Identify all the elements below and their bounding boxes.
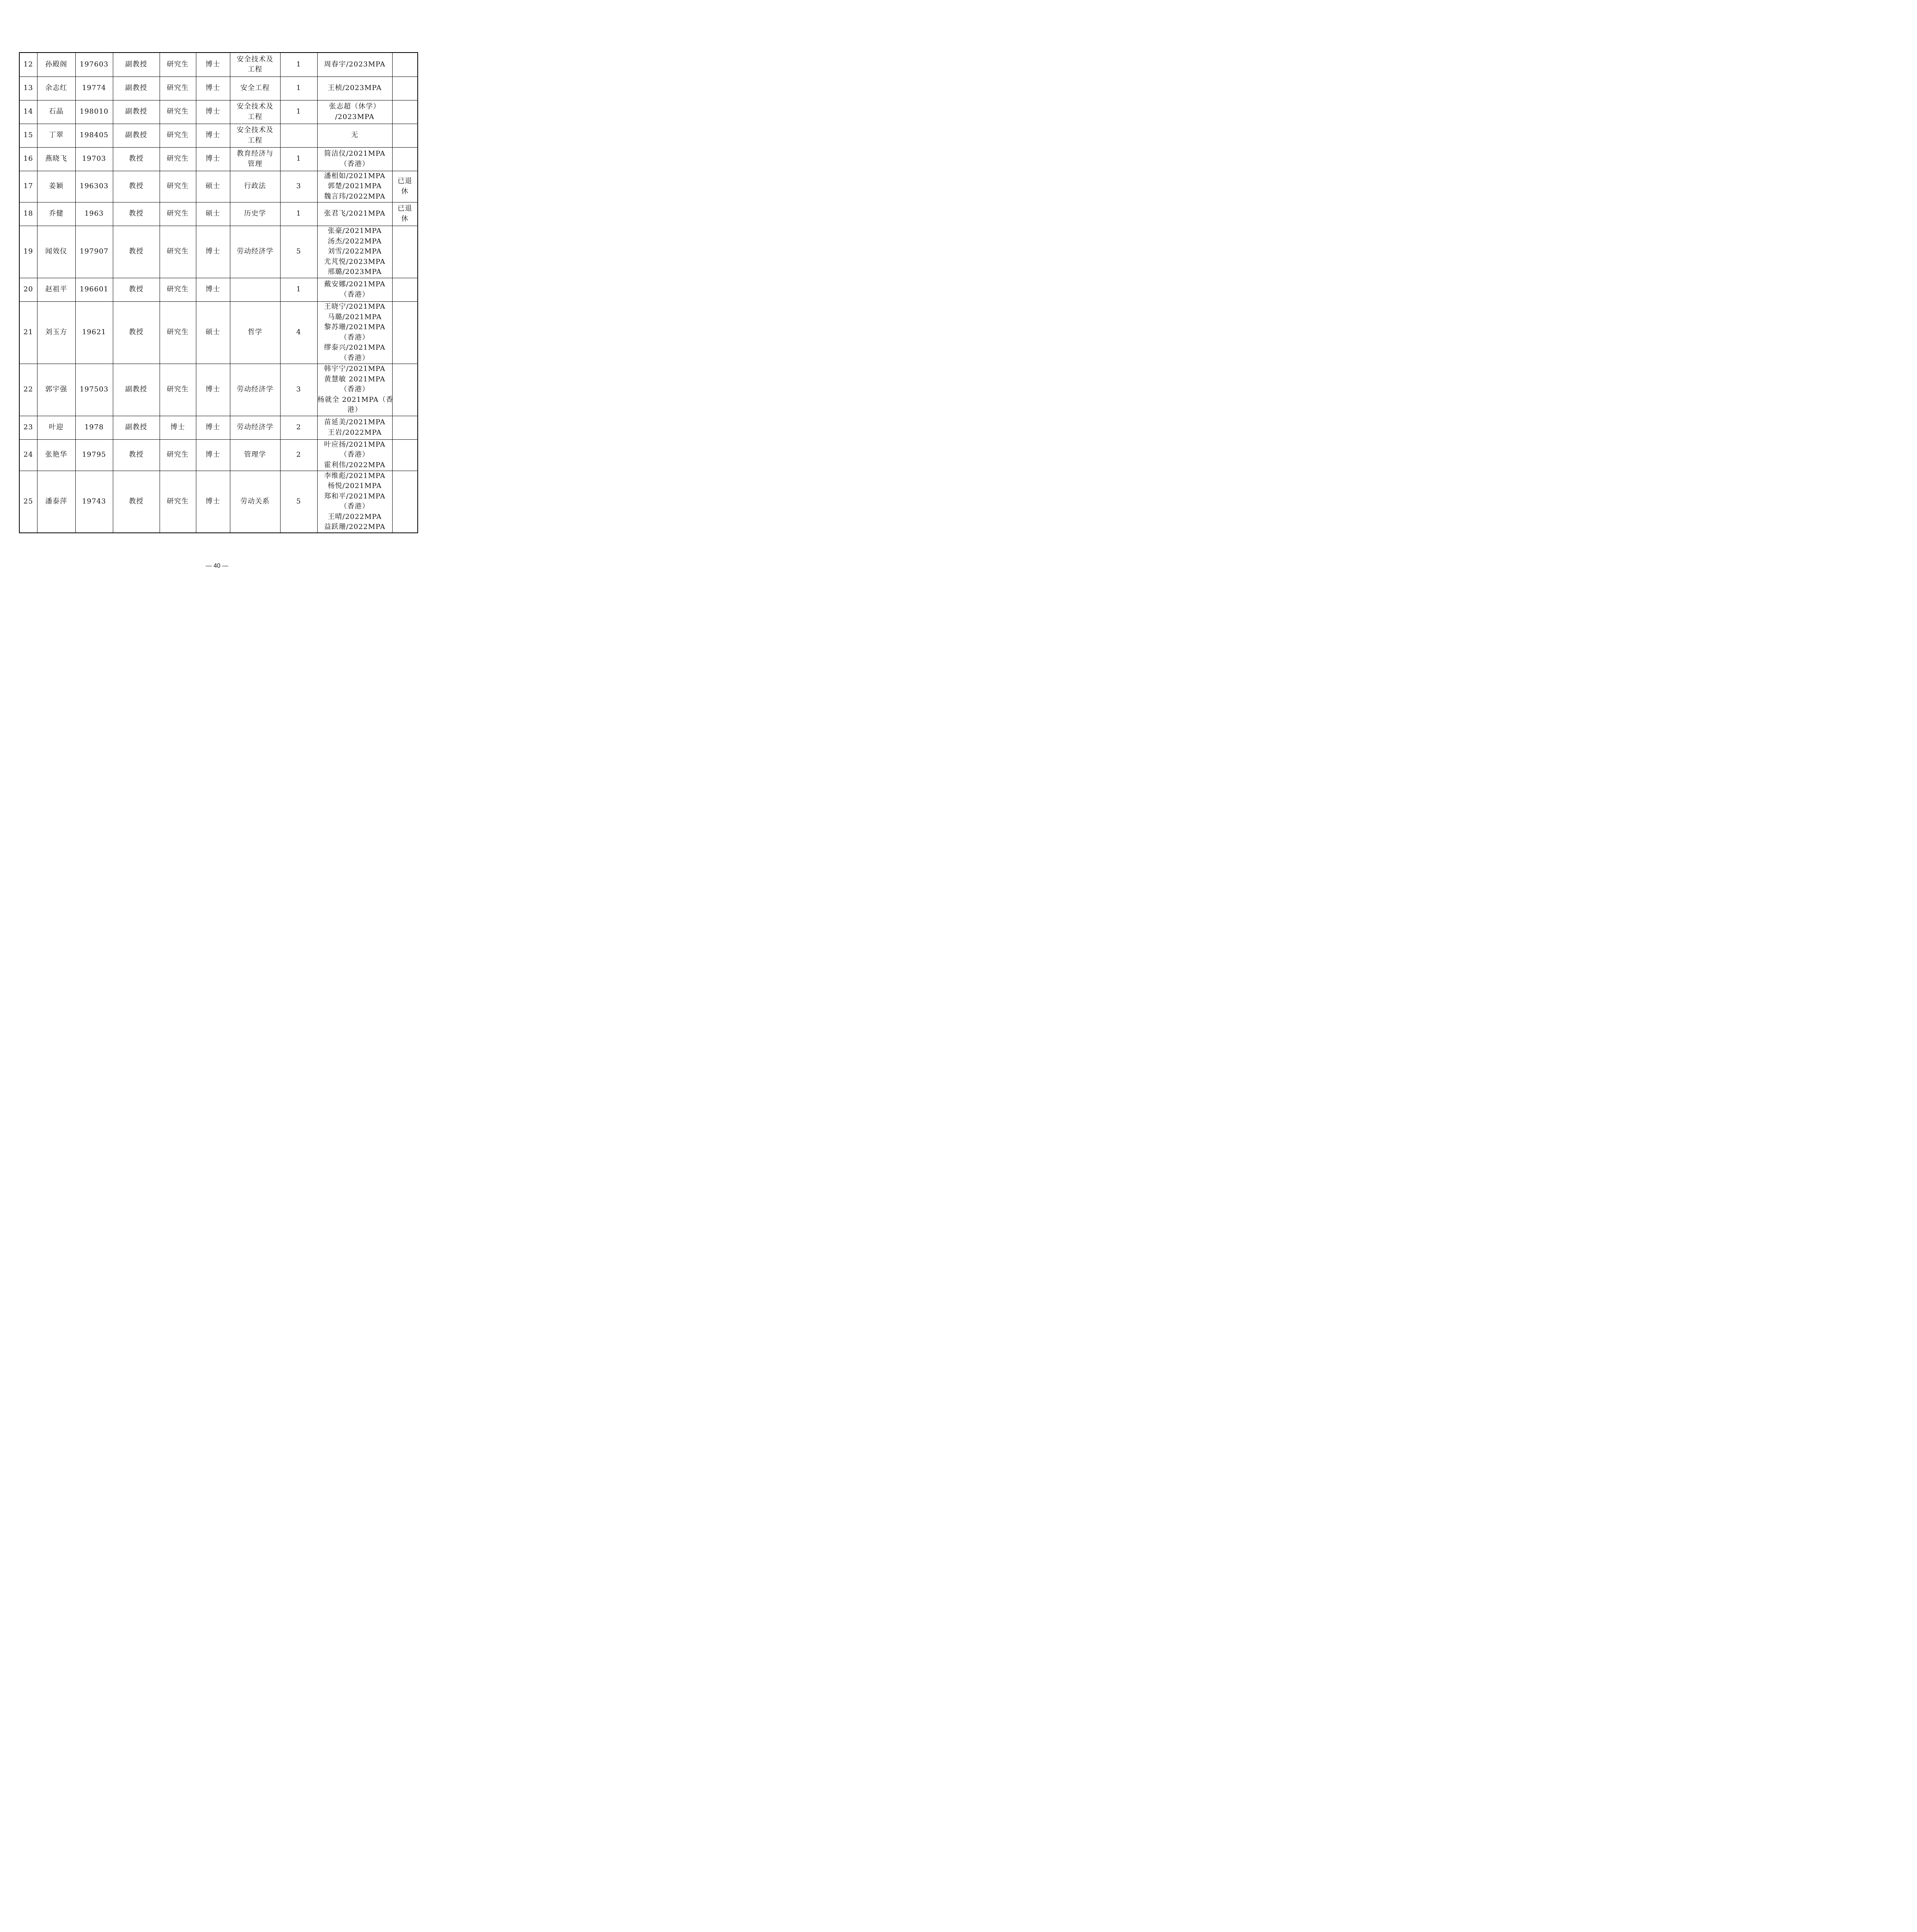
cell-major xyxy=(230,171,280,202)
cell-students xyxy=(317,226,392,278)
cell-title: 副教授 xyxy=(113,53,160,77)
cell-degree: 博士 xyxy=(196,100,230,124)
cell-degree: 博士 xyxy=(196,416,230,439)
cell-code: 197907 xyxy=(75,226,113,278)
cell-students xyxy=(317,124,392,147)
cell-education: 研究生 xyxy=(160,226,196,278)
cell-students-line: （香港） xyxy=(340,451,369,459)
cell-students-line: /2023MPA xyxy=(335,112,374,121)
cell-education: 研究生 xyxy=(160,147,196,171)
cell-note xyxy=(392,77,418,100)
cell-note xyxy=(392,147,418,171)
cell-degree: 博士 xyxy=(196,124,230,147)
cell-students-line: 韩宇宁/2021MPA xyxy=(324,365,386,373)
cell-name: 丁翠 xyxy=(37,124,75,147)
cell-number: 24 xyxy=(19,439,37,471)
cell-major-line: 劳动经济学 xyxy=(236,247,274,256)
cell-students-line: 汤杰/2022MPA xyxy=(328,237,382,245)
cell-students-line: 尤芃悦/2023MPA xyxy=(324,257,386,266)
cell-title: 副教授 xyxy=(113,124,160,147)
cell-major xyxy=(230,439,280,471)
cell-major-line: 哲学 xyxy=(248,328,262,337)
cell-students-line: 周春宇/2023MPA xyxy=(324,60,386,68)
cell-student-count: 1 xyxy=(280,53,317,77)
page-number: — 40 — xyxy=(206,563,228,569)
cell-students-line: 刘雪/2022MPA xyxy=(328,247,382,256)
cell-note xyxy=(392,226,418,278)
cell-education: 研究生 xyxy=(160,471,196,533)
cell-degree: 博士 xyxy=(196,364,230,416)
cell-students-line: 张志超（休学） xyxy=(329,102,381,111)
cell-students xyxy=(317,100,392,124)
cell-note xyxy=(392,278,418,301)
cell-major xyxy=(230,471,280,533)
cell-students xyxy=(317,471,392,533)
cell-note xyxy=(392,53,418,77)
cell-major xyxy=(230,278,280,301)
cell-major-line: 工程 xyxy=(248,136,262,145)
cell-students-line: 王岩/2022MPA xyxy=(328,428,382,437)
cell-code: 19703 xyxy=(75,147,113,171)
cell-name: 姜颖 xyxy=(37,171,75,202)
cell-code: 198010 xyxy=(75,100,113,124)
cell-education: 研究生 xyxy=(160,301,196,364)
cell-major-line: 劳动经济学 xyxy=(236,385,274,394)
cell-number: 19 xyxy=(19,226,37,278)
cell-code: 19795 xyxy=(75,439,113,471)
faculty-table xyxy=(19,52,418,533)
cell-students-line: 杨悦/2021MPA xyxy=(328,482,382,490)
table-row xyxy=(19,439,418,471)
table-row xyxy=(19,53,418,77)
cell-code: 198405 xyxy=(75,124,113,147)
cell-name: 燕晓飞 xyxy=(37,147,75,171)
cell-student-count: 3 xyxy=(280,171,317,202)
table-row xyxy=(19,278,418,301)
cell-major-line: 工程 xyxy=(248,112,262,121)
cell-major-line: 安全技术及 xyxy=(236,102,274,111)
cell-major xyxy=(230,416,280,439)
cell-number: 23 xyxy=(19,416,37,439)
cell-degree: 博士 xyxy=(196,439,230,471)
cell-code: 1963 xyxy=(75,202,113,226)
cell-name: 孙殿阁 xyxy=(37,53,75,77)
table-body xyxy=(19,53,418,533)
cell-name: 张艳华 xyxy=(37,439,75,471)
cell-major-line: 管理 xyxy=(248,160,262,168)
cell-students-line: 潘相如/2021MPA xyxy=(324,172,386,180)
cell-note xyxy=(392,471,418,533)
cell-student-count: 1 xyxy=(280,147,317,171)
cell-students-line: 苗延美/2021MPA xyxy=(324,418,386,426)
cell-students-line: 缪泰兴/2021MPA xyxy=(324,344,386,352)
cell-note xyxy=(392,100,418,124)
cell-education: 研究生 xyxy=(160,364,196,416)
cell-degree: 博士 xyxy=(196,77,230,100)
cell-major-line: 行政法 xyxy=(244,182,266,190)
cell-code: 196303 xyxy=(75,171,113,202)
cell-number: 20 xyxy=(19,278,37,301)
cell-major-line: 工程 xyxy=(248,65,262,74)
cell-note xyxy=(392,171,418,202)
cell-students xyxy=(317,301,392,364)
cell-note xyxy=(392,364,418,416)
cell-note xyxy=(392,124,418,147)
cell-education: 研究生 xyxy=(160,171,196,202)
cell-number: 22 xyxy=(19,364,37,416)
cell-name: 郭宇强 xyxy=(37,364,75,416)
cell-major xyxy=(230,301,280,364)
cell-note-line: 已退 xyxy=(397,177,412,185)
cell-code: 197503 xyxy=(75,364,113,416)
table-row xyxy=(19,416,418,439)
cell-students-line: 郑和平/2021MPA xyxy=(324,492,386,500)
cell-students-line: 港） xyxy=(347,406,362,414)
cell-degree: 博士 xyxy=(196,226,230,278)
cell-students-line: 张君飞/2021MPA xyxy=(324,209,386,218)
cell-degree: 硕士 xyxy=(196,171,230,202)
cell-title: 教授 xyxy=(113,301,160,364)
table-row xyxy=(19,100,418,124)
table-row xyxy=(19,171,418,202)
cell-number: 18 xyxy=(19,202,37,226)
cell-number: 16 xyxy=(19,147,37,171)
cell-degree: 博士 xyxy=(196,278,230,301)
cell-student-count: 2 xyxy=(280,439,317,471)
cell-major xyxy=(230,364,280,416)
cell-students-line: （香港） xyxy=(340,354,369,362)
cell-education: 研究生 xyxy=(160,53,196,77)
cell-code: 19621 xyxy=(75,301,113,364)
cell-education: 研究生 xyxy=(160,202,196,226)
cell-students-line: （香港） xyxy=(340,333,369,342)
cell-students-line: （香港） xyxy=(340,160,369,168)
cell-students-line: 杨就全 2021MPA（香 xyxy=(317,395,393,404)
cell-title: 教授 xyxy=(113,147,160,171)
cell-name: 赵祖平 xyxy=(37,278,75,301)
cell-code: 197603 xyxy=(75,53,113,77)
cell-code: 19774 xyxy=(75,77,113,100)
cell-students-line: 王晓宁/2021MPA xyxy=(324,303,386,311)
cell-title: 教授 xyxy=(113,471,160,533)
cell-education: 研究生 xyxy=(160,77,196,100)
cell-major-line: 教育经济与 xyxy=(236,150,274,158)
cell-student-count xyxy=(280,124,317,147)
cell-student-count: 1 xyxy=(280,100,317,124)
cell-students xyxy=(317,171,392,202)
cell-education: 博士 xyxy=(160,416,196,439)
cell-major xyxy=(230,77,280,100)
cell-students xyxy=(317,416,392,439)
table-row xyxy=(19,77,418,100)
cell-students-line: （香港） xyxy=(340,290,369,299)
cell-number: 12 xyxy=(19,53,37,77)
cell-major-line: 管理学 xyxy=(244,451,266,459)
cell-major-line: 劳动关系 xyxy=(240,497,270,505)
cell-name: 余志红 xyxy=(37,77,75,100)
cell-students xyxy=(317,278,392,301)
cell-name: 刘玉方 xyxy=(37,301,75,364)
cell-students-line: 魏言玮/2022MPA xyxy=(324,192,386,201)
table-row xyxy=(19,471,418,533)
cell-students-line: 戴安娜/2021MPA xyxy=(324,280,386,288)
cell-student-count: 1 xyxy=(280,278,317,301)
cell-note xyxy=(392,416,418,439)
cell-note xyxy=(392,301,418,364)
cell-students-line: 益跃珊/2022MPA xyxy=(324,523,386,531)
cell-title: 教授 xyxy=(113,439,160,471)
cell-code: 196601 xyxy=(75,278,113,301)
cell-major xyxy=(230,226,280,278)
cell-student-count: 2 xyxy=(280,416,317,439)
cell-name: 乔健 xyxy=(37,202,75,226)
cell-students-line: 霍利伟/2022MPA xyxy=(324,461,386,469)
cell-students-line: 邢璐/2023MPA xyxy=(328,268,382,276)
cell-note-line: 休 xyxy=(401,187,409,196)
cell-degree: 博士 xyxy=(196,471,230,533)
cell-students-line: 黄慧敏 2021MPA xyxy=(324,375,386,383)
cell-number: 15 xyxy=(19,124,37,147)
cell-note xyxy=(392,202,418,226)
document-page xyxy=(0,0,434,614)
cell-number: 21 xyxy=(19,301,37,364)
cell-major xyxy=(230,124,280,147)
cell-student-count: 3 xyxy=(280,364,317,416)
cell-students-line: 简洁仪/2021MPA xyxy=(324,150,386,158)
cell-students xyxy=(317,364,392,416)
cell-students-line: 郭楚/2021MPA xyxy=(328,182,382,190)
cell-education: 研究生 xyxy=(160,439,196,471)
cell-students-line: 黎苏珊/2021MPA xyxy=(324,323,386,331)
table-row xyxy=(19,202,418,226)
cell-students-line: 王桢/2023MPA xyxy=(328,84,382,92)
cell-title: 副教授 xyxy=(113,100,160,124)
cell-major-line: 劳动经济学 xyxy=(236,423,274,432)
cell-degree: 博士 xyxy=(196,147,230,171)
table-row xyxy=(19,226,418,278)
cell-education: 研究生 xyxy=(160,124,196,147)
cell-major-line: 安全工程 xyxy=(240,84,270,92)
cell-students-line: （香港） xyxy=(340,385,369,394)
cell-students xyxy=(317,77,392,100)
cell-students xyxy=(317,53,392,77)
cell-title: 副教授 xyxy=(113,364,160,416)
table-row xyxy=(19,301,418,364)
cell-students-line: 张豪/2021MPA xyxy=(328,227,382,235)
cell-students-line: 叶应扬/2021MPA xyxy=(324,440,386,449)
cell-students-line: 王晴/2022MPA xyxy=(328,512,382,521)
cell-students xyxy=(317,147,392,171)
cell-student-count: 5 xyxy=(280,226,317,278)
cell-students-line: 无 xyxy=(351,131,359,139)
cell-number: 14 xyxy=(19,100,37,124)
cell-student-count: 1 xyxy=(280,77,317,100)
cell-title: 副教授 xyxy=(113,416,160,439)
cell-major xyxy=(230,53,280,77)
cell-title: 教授 xyxy=(113,278,160,301)
cell-students-line: （香港） xyxy=(340,502,369,511)
cell-students-line: 马璐/2021MPA xyxy=(328,313,382,321)
cell-student-count: 1 xyxy=(280,202,317,226)
cell-degree: 博士 xyxy=(196,53,230,77)
cell-students xyxy=(317,202,392,226)
cell-students xyxy=(317,439,392,471)
cell-title: 教授 xyxy=(113,226,160,278)
cell-number: 13 xyxy=(19,77,37,100)
cell-code: 1978 xyxy=(75,416,113,439)
table-row xyxy=(19,364,418,416)
cell-major xyxy=(230,100,280,124)
cell-title: 副教授 xyxy=(113,77,160,100)
cell-note-line: 休 xyxy=(401,214,409,223)
cell-code: 19743 xyxy=(75,471,113,533)
cell-major-line: 安全技术及 xyxy=(236,126,274,134)
cell-title: 教授 xyxy=(113,202,160,226)
cell-major-line: 安全技术及 xyxy=(236,55,274,63)
cell-number: 17 xyxy=(19,171,37,202)
table-row xyxy=(19,124,418,147)
table-row xyxy=(19,147,418,171)
cell-student-count: 4 xyxy=(280,301,317,364)
cell-number: 25 xyxy=(19,471,37,533)
cell-name: 潘泰萍 xyxy=(37,471,75,533)
cell-title: 教授 xyxy=(113,171,160,202)
cell-name: 叶迎 xyxy=(37,416,75,439)
cell-education: 研究生 xyxy=(160,100,196,124)
cell-name: 闻效仪 xyxy=(37,226,75,278)
cell-note xyxy=(392,439,418,471)
cell-students-line: 李维彪/2021MPA xyxy=(324,471,386,480)
cell-education: 研究生 xyxy=(160,278,196,301)
cell-major xyxy=(230,202,280,226)
cell-degree: 硕士 xyxy=(196,301,230,364)
cell-name: 石晶 xyxy=(37,100,75,124)
cell-note-line: 已退 xyxy=(397,204,412,213)
cell-major-line: 历史学 xyxy=(244,209,266,218)
cell-degree: 硕士 xyxy=(196,202,230,226)
cell-student-count: 5 xyxy=(280,471,317,533)
cell-major xyxy=(230,147,280,171)
